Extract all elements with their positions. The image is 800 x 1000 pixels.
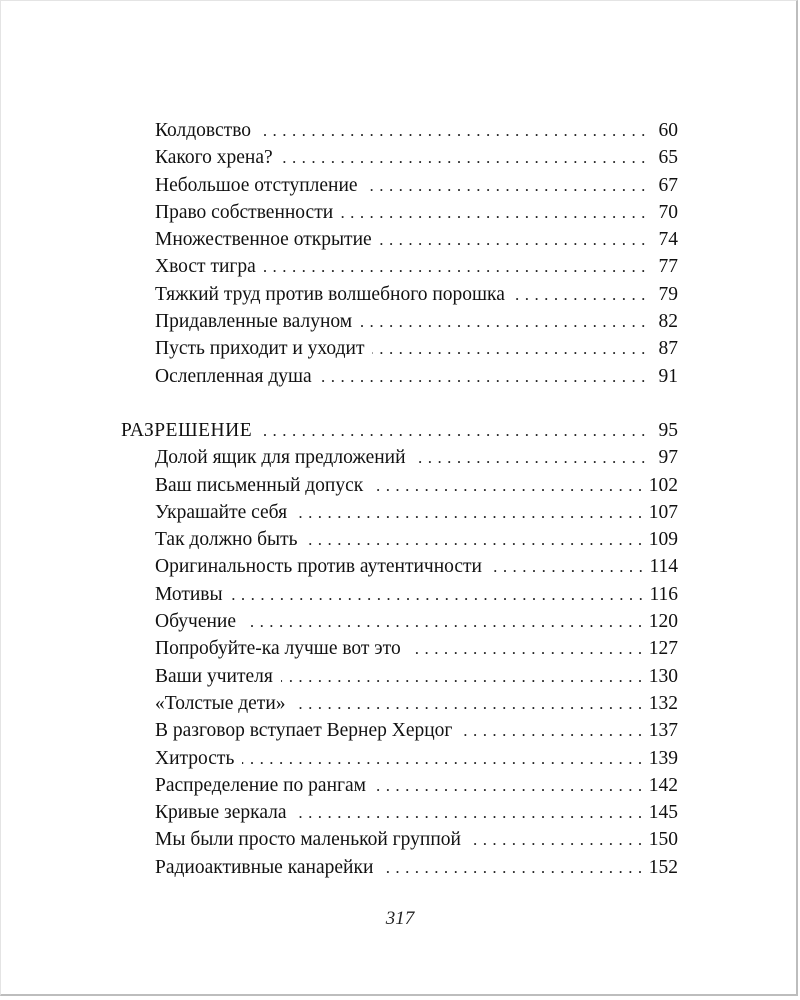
toc-entry-page: 60 — [646, 117, 678, 144]
toc-entry-page: 65 — [646, 144, 678, 171]
page-number: 317 — [385, 908, 415, 929]
toc-leader-dots — [341, 199, 646, 226]
toc-entry-page: 74 — [646, 226, 678, 253]
table-of-contents — [0, 117, 800, 881]
toc-entry-page: 145 — [643, 799, 678, 826]
toc-leader-dots — [381, 854, 642, 881]
toc-entry-page: 70 — [646, 199, 678, 226]
toc-entry-page: 82 — [646, 308, 678, 335]
toc-entry — [0, 444, 678, 471]
toc-leader-dots — [264, 253, 646, 280]
toc-entry-title: Попробуйте-ка лучше вот это — [155, 635, 409, 662]
toc-leader-dots — [242, 745, 642, 772]
toc-entry — [0, 117, 678, 144]
toc-entry-title: Хвост тигра — [155, 253, 264, 280]
toc-entry-page: 77 — [646, 253, 678, 280]
toc-entry — [0, 663, 678, 690]
toc-leader-dots — [469, 826, 643, 853]
toc-leader-dots — [281, 663, 643, 690]
toc-entry-title: Ваш письменный допуск — [155, 472, 371, 499]
toc-entry — [0, 226, 678, 253]
toc-section-title: РАЗРЕШЕНИЕ — [121, 417, 260, 444]
toc-entry-page: 130 — [643, 663, 678, 690]
toc-entry — [0, 144, 678, 171]
toc-entry-page: 79 — [646, 281, 678, 308]
toc-leader-dots — [414, 444, 646, 471]
toc-section-page: 95 — [646, 417, 678, 444]
toc-leader-dots — [244, 608, 643, 635]
toc-entry-title: Право собственности — [155, 199, 341, 226]
toc-leader-dots — [409, 635, 643, 662]
toc-leader-dots — [366, 172, 646, 199]
toc-entry — [0, 635, 678, 662]
toc-entry-title: Какого хрена? — [155, 144, 281, 171]
toc-entry-title: Тяжкий труд против волшебного порошка — [155, 281, 513, 308]
toc-entry-page: 107 — [643, 499, 678, 526]
toc-entry-title: Множественное открытие — [155, 226, 380, 253]
toc-entry-title: Ослепленная душа — [155, 363, 320, 390]
toc-entry-title: Пусть приходит и уходит — [155, 335, 372, 362]
toc-entry-title: Оригинальность против аутентичности — [155, 553, 490, 580]
toc-entry — [0, 172, 678, 199]
toc-entry-page: 67 — [646, 172, 678, 199]
toc-leader-dots — [231, 581, 644, 608]
toc-entry-page: 132 — [643, 690, 678, 717]
toc-entry — [0, 472, 678, 499]
toc-leader-dots — [490, 553, 643, 580]
toc-entry-page: 87 — [646, 335, 678, 362]
toc-entry-title: Долой ящик для предложений — [155, 444, 414, 471]
toc-leader-dots — [360, 308, 646, 335]
toc-entry-page: 127 — [643, 635, 678, 662]
toc-leader-dots — [380, 226, 646, 253]
toc-entry — [0, 553, 678, 580]
toc-entry — [0, 717, 678, 744]
toc-leader-dots — [460, 717, 642, 744]
toc-leader-dots — [371, 472, 643, 499]
toc-entry-title: Колдовство — [155, 117, 259, 144]
toc-entry-title: Придавленные валуном — [155, 308, 360, 335]
toc-entry-page: 142 — [643, 772, 678, 799]
toc-section-row — [0, 417, 678, 444]
toc-entry-page: 116 — [643, 581, 678, 608]
toc-entry-title: Кривые зеркала — [155, 799, 295, 826]
toc-entry — [0, 281, 678, 308]
toc-entry — [0, 581, 678, 608]
toc-entry-page: 114 — [643, 553, 678, 580]
toc-group-2 — [0, 444, 800, 881]
toc-entry-page: 137 — [643, 717, 678, 744]
toc-leader-dots — [374, 772, 643, 799]
toc-entry-title: Украшайте себя — [155, 499, 295, 526]
toc-entry — [0, 199, 678, 226]
toc-group-1 — [0, 117, 800, 390]
toc-entry-title: Так должно быть — [155, 526, 306, 553]
toc-leader-dots — [259, 117, 646, 144]
toc-entry-page: 109 — [643, 526, 678, 553]
toc-entry-page: 150 — [643, 826, 678, 853]
toc-entry-page: 97 — [646, 444, 678, 471]
toc-leader-dots — [372, 335, 646, 362]
toc-entry-title: Небольшое отступление — [155, 172, 366, 199]
toc-entry — [0, 745, 678, 772]
toc-entry — [0, 335, 678, 362]
toc-entry — [0, 690, 678, 717]
toc-entry — [0, 608, 678, 635]
toc-entry-title: Мотивы — [155, 581, 231, 608]
toc-entry — [0, 772, 678, 799]
toc-entry — [0, 363, 678, 390]
toc-leader-dots — [306, 526, 643, 553]
toc-entry — [0, 826, 678, 853]
toc-entry — [0, 799, 678, 826]
toc-entry-page: 102 — [643, 472, 678, 499]
toc-entry-page: 139 — [643, 745, 678, 772]
toc-leader-dots — [295, 799, 643, 826]
toc-entry-title: Хитрость — [155, 745, 242, 772]
toc-leader-dots — [260, 417, 646, 444]
toc-entry — [0, 499, 678, 526]
toc-entry-title: Ваши учителя — [155, 663, 281, 690]
toc-entry-title: Радиоактивные канарейки — [155, 854, 381, 881]
toc-entry-page: 152 — [643, 854, 678, 881]
toc-entry-title: В разговор вступает Вернер Херцог — [155, 717, 460, 744]
toc-leader-dots — [281, 144, 646, 171]
toc-leader-dots — [513, 281, 646, 308]
toc-entry-title: Распределение по рангам — [155, 772, 374, 799]
toc-entry-title: Мы были просто маленькой группой — [155, 826, 469, 853]
toc-entry — [0, 526, 678, 553]
toc-entry-page: 91 — [646, 363, 678, 390]
toc-leader-dots — [294, 690, 643, 717]
toc-leader-dots — [295, 499, 643, 526]
toc-leader-dots — [320, 363, 646, 390]
toc-entry-title: Обучение — [155, 608, 244, 635]
toc-entry-title: «Толстые дети» — [155, 690, 294, 717]
toc-entry — [0, 308, 678, 335]
toc-entry — [0, 253, 678, 280]
toc-entry-page: 120 — [643, 608, 678, 635]
toc-entry — [0, 854, 678, 881]
